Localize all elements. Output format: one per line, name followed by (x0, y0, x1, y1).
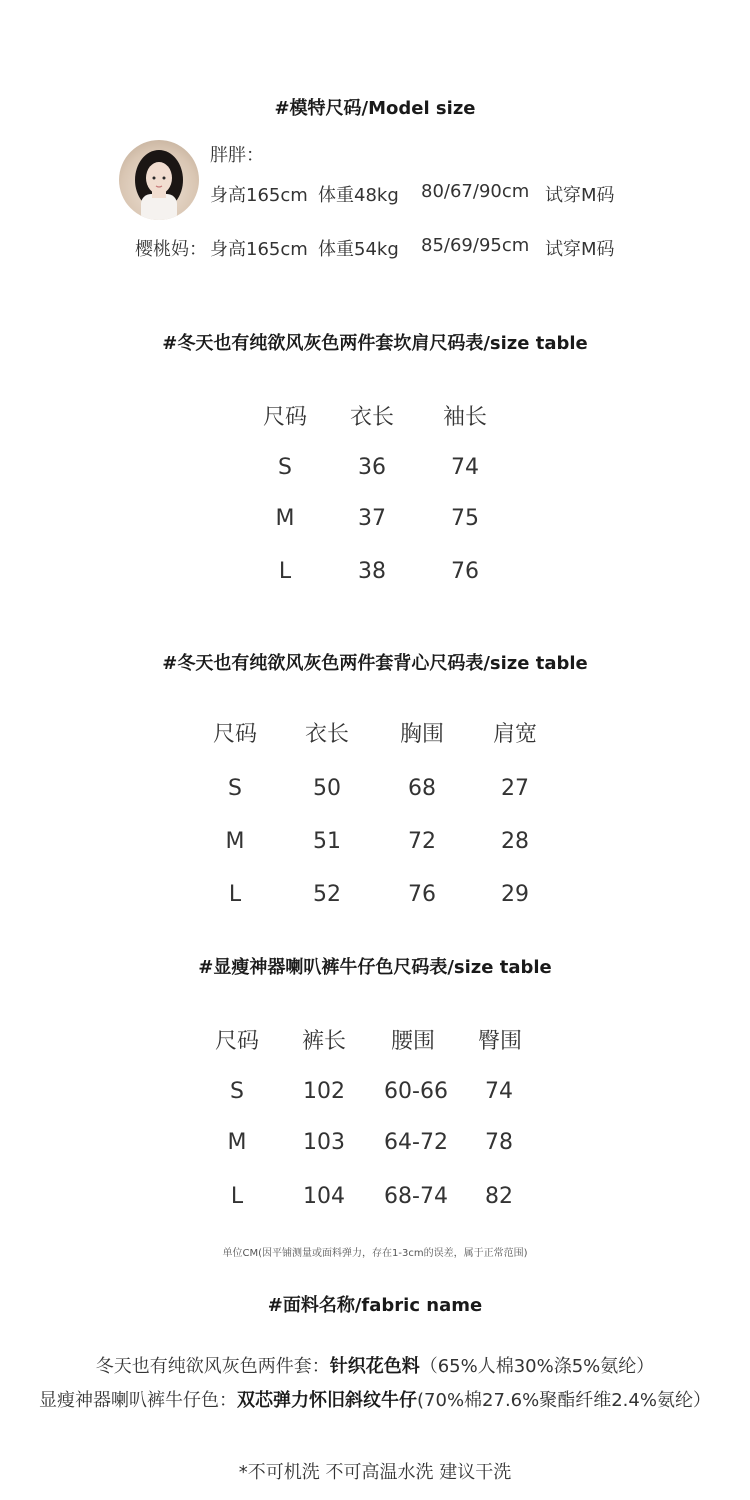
table2-cell: L (228, 882, 242, 907)
care-instructions: *不可机洗 不可高温水洗 建议干洗 (238, 1462, 512, 1483)
table1-cell: 74 (451, 455, 479, 480)
table3-cell: 78 (485, 1130, 513, 1155)
fabric-line-2-prefix: 显瘦神器喇叭裤牛仔色： (39, 1390, 238, 1411)
fabric-line-2 (0, 1386, 750, 1412)
table2-title: #冬天也有纯欲风灰色两件套背心尺码表/size table (162, 653, 588, 674)
table1-cell: 38 (358, 559, 386, 584)
model-avatar (119, 140, 199, 220)
table2-cell: 68 (408, 776, 436, 801)
fabric-line-1-material: 针织花色料 (329, 1356, 420, 1377)
table3-cell: 102 (303, 1079, 345, 1104)
table3-cell: M (227, 1130, 247, 1155)
table1-cell: S (278, 455, 292, 480)
table3-cell: 104 (303, 1184, 345, 1209)
table1-cell: M (275, 506, 295, 531)
table2-cell: 51 (313, 829, 341, 854)
table1-cell: 75 (451, 506, 479, 531)
table2-header: 胸围 (399, 722, 444, 747)
fabric-line-1-composition: （65%人棉30%涤5%氨纶） (419, 1356, 655, 1377)
model2-weight: 体重54kg (318, 239, 399, 260)
table3-cell: S (230, 1079, 244, 1104)
table3-title: #显瘦神器喇叭裤牛仔色尺码表/size table (198, 957, 552, 978)
model1-name: 胖胖： (210, 145, 264, 166)
table3-header: 裤长 (301, 1029, 346, 1054)
model2-measurements: 85/69/95cm (421, 235, 530, 256)
model1-try-size: 试穿M码 (545, 185, 615, 206)
table1-cell: 37 (358, 506, 386, 531)
model2-try-size: 试穿M码 (545, 239, 615, 260)
fabric-line-2-material: 双芯弹力怀旧斜纹牛仔 (237, 1390, 418, 1411)
table1-cell: 76 (451, 559, 479, 584)
table3-header: 尺码 (214, 1029, 259, 1054)
table1-header: 袖长 (442, 405, 487, 430)
model1-height: 身高165cm (210, 185, 308, 206)
table1-header: 衣长 (349, 405, 394, 430)
table3-cell: 64-72 (384, 1130, 448, 1155)
table3-cell: 103 (303, 1130, 345, 1155)
fabric-line-2-composition: (70%棉27.6%聚酯纤维2.4%氨纶） (417, 1390, 711, 1411)
table2-cell: 28 (501, 829, 529, 854)
table2-cell: 72 (408, 829, 436, 854)
table3-cell: L (230, 1184, 244, 1209)
model-size-title: #模特尺码/Model size (274, 98, 476, 119)
table1-cell: 36 (358, 455, 386, 480)
table3-cell: 82 (485, 1184, 513, 1209)
table2-cell: 52 (313, 882, 341, 907)
fabric-title: #面料名称/fabric name (267, 1295, 483, 1316)
model2-height: 身高165cm (210, 239, 308, 260)
fabric-line-1 (0, 1352, 750, 1378)
table2-cell: S (228, 776, 242, 801)
model1-weight: 体重48kg (318, 185, 399, 206)
model2-name: 樱桃妈： (135, 239, 207, 260)
table2-cell: 50 (313, 776, 341, 801)
table3-cell: 60-66 (384, 1079, 448, 1104)
table1-header: 尺码 (262, 405, 307, 430)
table3-header: 腰围 (390, 1029, 435, 1054)
table2-header: 肩宽 (492, 722, 537, 747)
table3-cell: 74 (485, 1079, 513, 1104)
table2-header: 尺码 (212, 722, 257, 747)
table2-cell: 29 (501, 882, 529, 907)
model-avatar-icon (119, 140, 199, 220)
table3-cell: 68-74 (384, 1184, 448, 1209)
measurement-note: 单位CM(因平铺测量或面料弹力，存在1-3cm的误差，属于正常范围) (222, 1248, 528, 1259)
table3-header: 臀围 (477, 1029, 522, 1054)
fabric-line-1-prefix: 冬天也有纯欲风灰色两件套： (95, 1356, 330, 1377)
table2-cell: M (225, 829, 245, 854)
table2-cell: 76 (408, 882, 436, 907)
table2-header: 衣长 (304, 722, 349, 747)
table2-cell: 27 (501, 776, 529, 801)
table1-cell: L (278, 559, 292, 584)
table1-title: #冬天也有纯欲风灰色两件套坎肩尺码表/size table (162, 333, 588, 354)
model1-measurements: 80/67/90cm (421, 181, 530, 202)
